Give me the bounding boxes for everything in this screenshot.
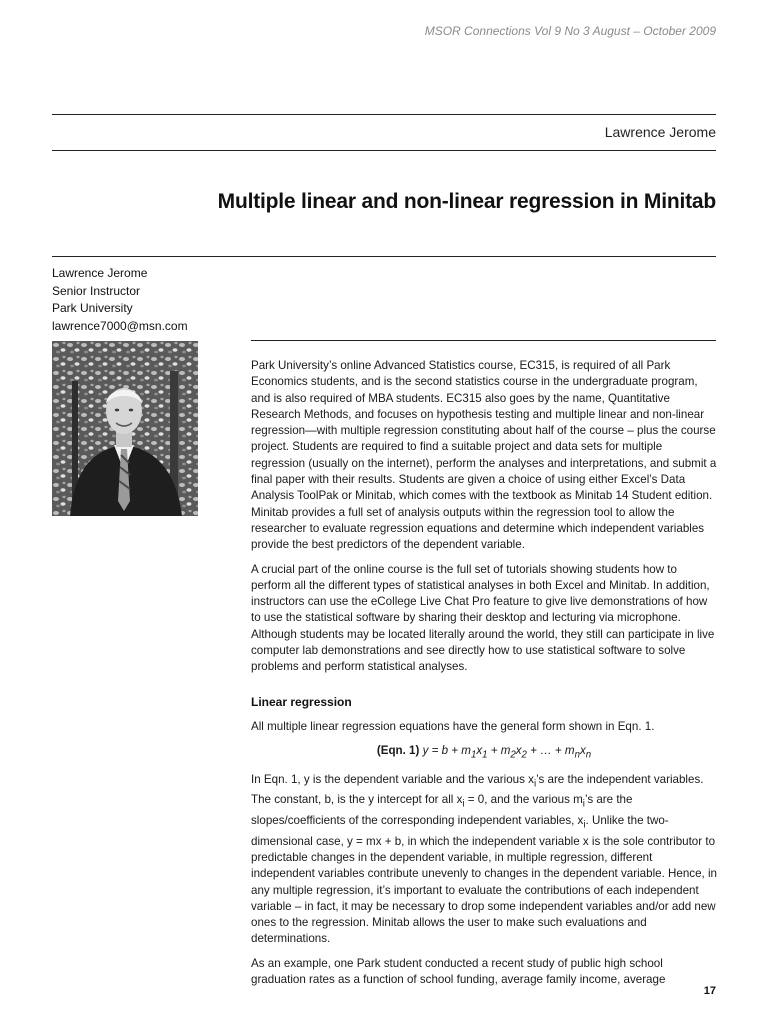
running-header: MSOR Connections Vol 9 No 3 August – October 2009 (424, 24, 716, 38)
author-email: lawrence7000@msn.com (52, 318, 188, 333)
author-photo-illustration (52, 341, 198, 516)
equation-1 (251, 743, 717, 764)
author-banner: Lawrence Jerome (604, 124, 716, 140)
paragraph-intro: Park University’s online Advanced Statistics course, EC315, is required of all Park Economics students, and is the second statistics course in the undergraduate program, and is also required of MBA students. EC315 also goes by the name, Quantitative Research Methods, and focuses on hypothesis testing and multiple linear and non-linear regression—with multiple regression constituting about half of the course – plus the course project. Students are required to find a suitable project and data sets for multiple regression (usually on the internet), perform the analyses and interpretations, and submit a final paper with their results. Students are given a choice of using either Excel’s Data Analysis ToolPak or Minitab, which comes with the textbook as Minitab 14 Student edition. Minitab provides a full set of analysis outputs within the regression tool to allow the researcher to evaluate regression equations and determine which independent variables provide the best predictors of the dependent variable. (251, 359, 717, 552)
section-heading-linear-regression: Linear regression (251, 694, 352, 709)
paragraph-example: As an example, one Park student conducted a recent study of public high school graduation rates as a function of school funding, average family income, average (251, 956, 666, 987)
author-position: Senior Instructor (52, 283, 141, 298)
author-name: Lawrence Jerome (52, 266, 148, 280)
page-number: 17 (703, 985, 716, 997)
title-rule (52, 256, 716, 257)
top-rule (52, 114, 716, 115)
equation-body: $y = b + m_1x_1 + m_2x_2$ + … + $m_nx_n$ (422, 744, 592, 761)
banner-rule (52, 150, 716, 151)
author-institution: Park University (52, 301, 133, 315)
author-photo (52, 341, 198, 516)
paragraph-eqn-explanation: In Eqn. 1, y is the dependent variable and the various $x_i’s$ are the independent variables. The constant, b, is the y intercept for all $x_i = 0$, and the various $m_i’s$ are the slopes/coefficients of the corresponding independent variables, $x_i$. Unlike the two-dimensional case, y = mx + b, in which the independent variable x is the sole contributor to predictable changes in the dependent variable, in multiple regression, different independent variables contribute unevenly to changes in the dependent variable. Hence, in any multiple regression, it’s important to evaluate the contributions of each independent variable – in fact, it may be necessary to drop some independent variables and/or add new ones to the regression. Minitab allows the user to make such evaluations and determinations. (251, 772, 718, 946)
article-body (251, 358, 717, 996)
paragraph-online-course: A crucial part of the online course is the full set of tutorials showing students how to perform all the different types of statistical analyses in both Excel and Minitab. In addition, instructors can use the eCollege Live Chat Pro feature to give live demonstrations of how to use the statistical software by sharing their desktop and lecturing via microphone. Although students may be located literally around the world, they still can participate in live computer lab demonstrations and see directly how to use statistical software to solve problems and perform statistical analyses. (251, 562, 715, 674)
author-block (52, 265, 188, 335)
equation-label: (Eqn. 1) (376, 744, 420, 758)
body-rule (251, 340, 716, 341)
paragraph-general-form: All multiple linear regression equations have the general form shown in Eqn. 1. (251, 719, 655, 733)
article-title: Multiple linear and non-linear regression in Minitab (217, 190, 716, 213)
